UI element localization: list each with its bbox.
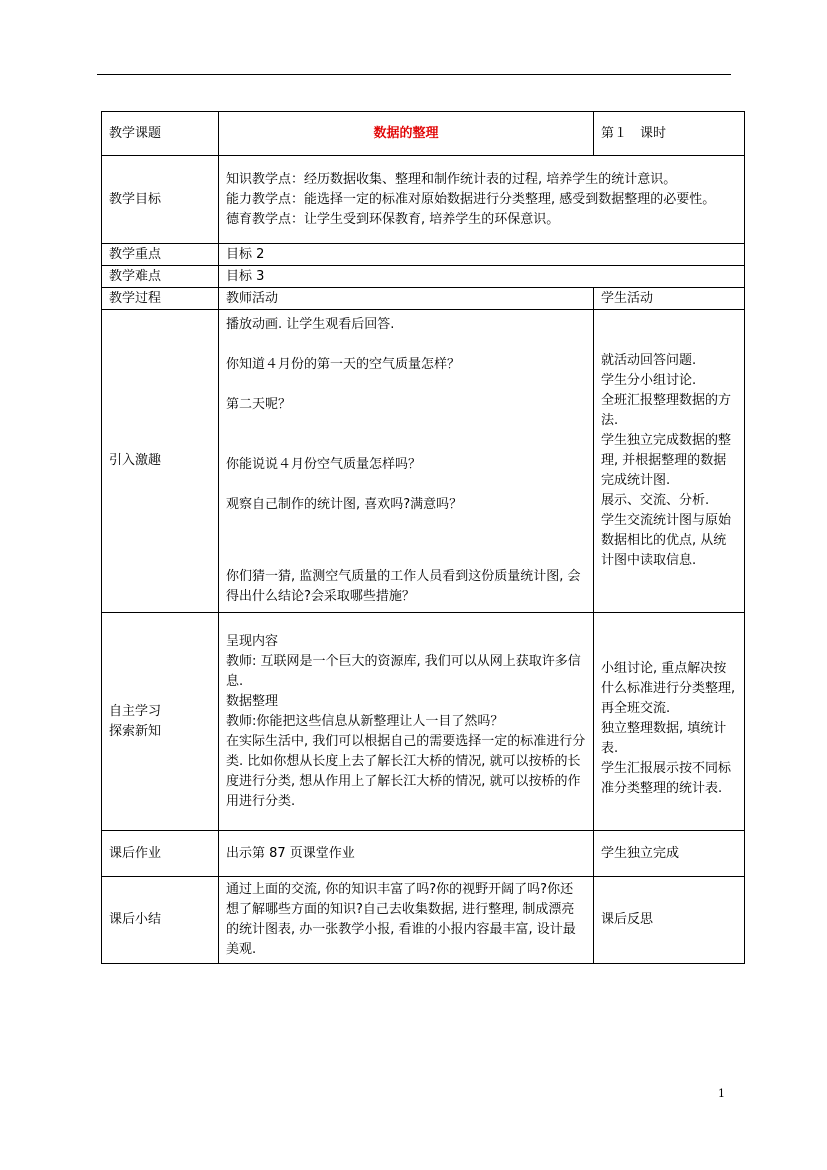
goals-content (219, 156, 745, 244)
lesson-period: 第１ 课时 (594, 112, 745, 156)
goal-moral: 德育教学点：让学生受到环保教育, 培养学生的环保意识。 (226, 211, 560, 227)
row-topic (102, 112, 745, 156)
goal-ability: 能力教学点：能选择一定的标准对原始数据进行分类整理, 感受到数据整理的必要性。 (226, 191, 716, 207)
summary-student: 课后反思 (594, 877, 745, 964)
row-difficulty (102, 266, 745, 288)
row-homework (102, 831, 745, 877)
self-study-teacher (219, 613, 594, 831)
label-difficulty: 教学难点 (102, 266, 219, 288)
header-rule (97, 74, 731, 75)
lesson-plan-table (101, 111, 745, 964)
intro-teacher (219, 310, 594, 613)
summary-teacher: 通过上面的交流, 你的知识丰富了吗?你的视野开阔了吗?你还想了解哪些方面的知识?自己去收集数据, 进行整理, 制成漂亮的统计图表, 办一张教学小报, 看谁的小报内容最丰富, 设计最美观. (219, 877, 594, 964)
student-activity-header: 学生活动 (594, 288, 745, 310)
label-summary: 课后小结 (102, 877, 219, 964)
homework-teacher: 出示第 87 页课堂作业 (219, 831, 594, 877)
self-study-teacher-line: 数据整理 (226, 693, 279, 709)
intro-teacher-line: 观察自己制作的统计图, 喜欢吗?满意吗？ (226, 497, 463, 512)
row-intro (102, 310, 745, 613)
label-intro: 引入激趣 (102, 310, 219, 613)
intro-teacher-line: 播放动画. 让学生观看后回答. (226, 317, 395, 332)
label-self-study-line2: 探索新知 (109, 723, 162, 739)
label-process: 教学过程 (102, 288, 219, 310)
label-homework: 课后作业 (102, 831, 219, 877)
goal-knowledge: 知识教学点：经历数据收集、整理和制作统计表的过程, 培养学生的统计意识。 (226, 171, 677, 187)
self-study-teacher-line: 在实际生活中, 我们可以根据自己的需要选择一定的标准进行分类. 比如你想从长度上去了解长江大桥的情况, 就可以按桥的长度进行分类, 想从作用上了解长江大桥的情况, 就可以按桥的作用进行分类. (226, 733, 586, 809)
label-key-point: 教学重点 (102, 244, 219, 266)
intro-student: 就活动回答问题. 学生分小组讨论. 全班汇报整理数据的方法. 学生独立完成数据的整理, 并根据整理的数据完成统计图. 展示、交流、分析. 学生交流统计图与原始数据相比的优点, 从统计图中读取信息. (594, 310, 745, 613)
page-number: 1 (718, 1087, 725, 1100)
homework-student: 学生独立完成 (594, 831, 745, 877)
row-self-study (102, 613, 745, 831)
label-goals: 教学目标 (102, 156, 219, 244)
label-topic: 教学课题 (102, 112, 219, 156)
difficulty-value: 目标 3 (219, 266, 745, 288)
intro-teacher-line: 你们猜一猜, 监测空气质量的工作人员看到这份质量统计图, 会得出什么结论?会采取哪些措施？ (226, 569, 581, 604)
row-process (102, 288, 745, 310)
self-study-student: 小组讨论, 重点解决按什么标准进行分类整理, 再全班交流. 独立整理数据, 填统计表. 学生汇报展示按不同标准分类整理的统计表. (594, 613, 745, 831)
teacher-activity-header: 教师活动 (219, 288, 594, 310)
self-study-teacher-line: 呈现内容 (226, 633, 279, 649)
self-study-teacher-line: 教师:你能把这些信息从新整理让人一目了然吗？ (226, 713, 504, 729)
key-point-value: 目标 2 (219, 244, 745, 266)
row-key-point (102, 244, 745, 266)
lesson-title: 数据的整理 (219, 112, 594, 156)
intro-teacher-line: 你知道４月份的第一天的空气质量怎样？ (226, 357, 461, 372)
label-self-study-line1: 自主学习 (109, 703, 162, 719)
intro-teacher-line: 你能说说４月份空气质量怎样吗？ (226, 457, 422, 472)
row-summary (102, 877, 745, 964)
self-study-teacher-line: 教师: 互联网是一个巨大的资源库, 我们可以从网上获取许多信息. (226, 653, 581, 689)
intro-teacher-line: 第二天呢？ (226, 397, 292, 412)
row-goals (102, 156, 745, 244)
label-self-study (102, 613, 219, 831)
